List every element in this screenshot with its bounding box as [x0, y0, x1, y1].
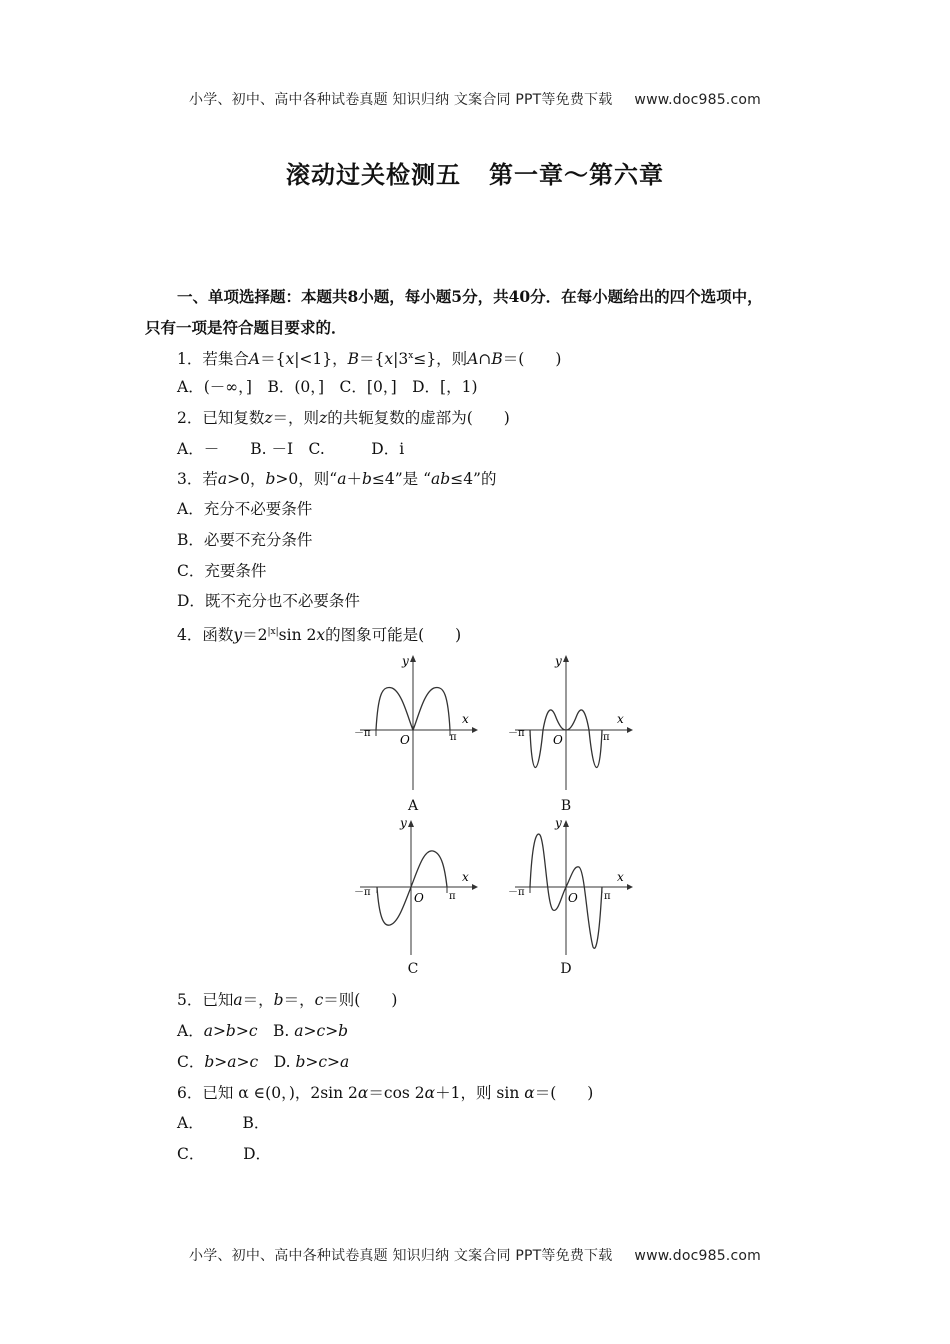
question-6-stem: 6．已知 α ∈(0，)，2sin 2α＝cos 2α＋1，则 sin α＝( ) — [177, 1084, 594, 1102]
question-6-options-cd: C． D． — [177, 1145, 272, 1163]
graph-d-origin: O — [568, 891, 578, 905]
question-3-option-c: C．充要条件 — [177, 562, 267, 580]
graph-b-origin: O — [553, 733, 563, 747]
question-1-options: A．(－∞，] B．(0，] C．[0，] D．[，1) — [177, 378, 478, 396]
section-heading-line2: 只有一项是符合题目要求的． — [145, 318, 347, 337]
graph-d-label: D — [560, 961, 572, 977]
graph-c-x-label: x — [462, 870, 469, 884]
graph-d-neg-pi: －π — [508, 887, 525, 898]
header-text: 小学、初中、高中各种试卷真题 知识归纳 文案合同 PPT等免费下载 — [189, 92, 613, 108]
question-4-stem: 4．函数$y=2^{|x|}\sin$ 2x的图象可能是( ) — [177, 626, 462, 645]
graph-a-x-label: x — [462, 712, 469, 726]
graph-b — [505, 650, 635, 795]
graph-c-origin: O — [414, 891, 424, 905]
title-part1: 滚动过关检测五 — [286, 160, 461, 189]
page-title — [0, 155, 950, 190]
question-3-option-a: A．充分不必要条件 — [177, 500, 313, 518]
graph-c-pi: π — [449, 891, 456, 902]
graph-a-neg-pi: －π — [354, 728, 371, 739]
footer-site: www.doc985.com — [634, 1248, 761, 1264]
graph-c-label: C — [407, 961, 419, 977]
graph-b-pi: π — [603, 732, 610, 743]
header-site: www.doc985.com — [634, 92, 761, 108]
page-footer — [0, 1245, 950, 1265]
graph-b-x-label: x — [617, 712, 624, 726]
question-5-stem: 5．已知a＝，b＝，c＝则( ) — [177, 991, 398, 1009]
question-3-stem: 3．若a>0，b>0，则“a＋b≤4”是 “ab≤4”的 — [177, 470, 497, 488]
section-heading-line1: 一、单项选择题：本题共8小题，每小题5分，共40分．在每小题给出的四个选项中， — [177, 287, 763, 306]
question-3-option-d: D．既不充分也不必要条件 — [177, 592, 360, 610]
graph-a-label: A — [407, 798, 419, 814]
footer-text: 小学、初中、高中各种试卷真题 知识归纳 文案合同 PPT等免费下载 — [189, 1248, 613, 1264]
question-6-options-ab: A． B． — [177, 1114, 270, 1132]
graph-b-label: B — [560, 798, 572, 814]
page-header — [0, 89, 950, 109]
graph-a-pi: π — [450, 732, 457, 743]
graph-c-y-label: y — [400, 816, 407, 830]
graph-c-neg-pi: －π — [354, 887, 371, 898]
graph-d-pi: π — [604, 891, 611, 902]
question-2-stem: 2．已知复数z＝，则z的共轭复数的虚部为( ) — [177, 409, 510, 427]
graph-c — [350, 815, 480, 960]
title-part2: 第一章～第六章 — [489, 160, 664, 189]
graph-d-y-label: y — [555, 816, 562, 830]
graph-a — [350, 650, 480, 795]
question-2-options: A．－ B. －I C. D．i — [177, 440, 405, 458]
graph-d-x-label: x — [617, 870, 624, 884]
question-1-stem: 1．若集合A＝{x|<1}，$B=\{x|3^x\le\}$，则A∩B＝( ) — [177, 350, 562, 369]
graph-b-y-label: y — [555, 654, 562, 668]
graph-d — [505, 815, 635, 960]
question-5-options-ab: A．a>b>c B. a>c>b — [177, 1022, 349, 1040]
graph-b-neg-pi: －π — [508, 728, 525, 739]
question-5-options-cd: C．b>a>c D. b>c>a — [177, 1053, 350, 1071]
graph-a-origin: O — [400, 733, 410, 747]
graph-a-y-label: y — [402, 654, 409, 668]
question-3-option-b: B．必要不充分条件 — [177, 531, 313, 549]
